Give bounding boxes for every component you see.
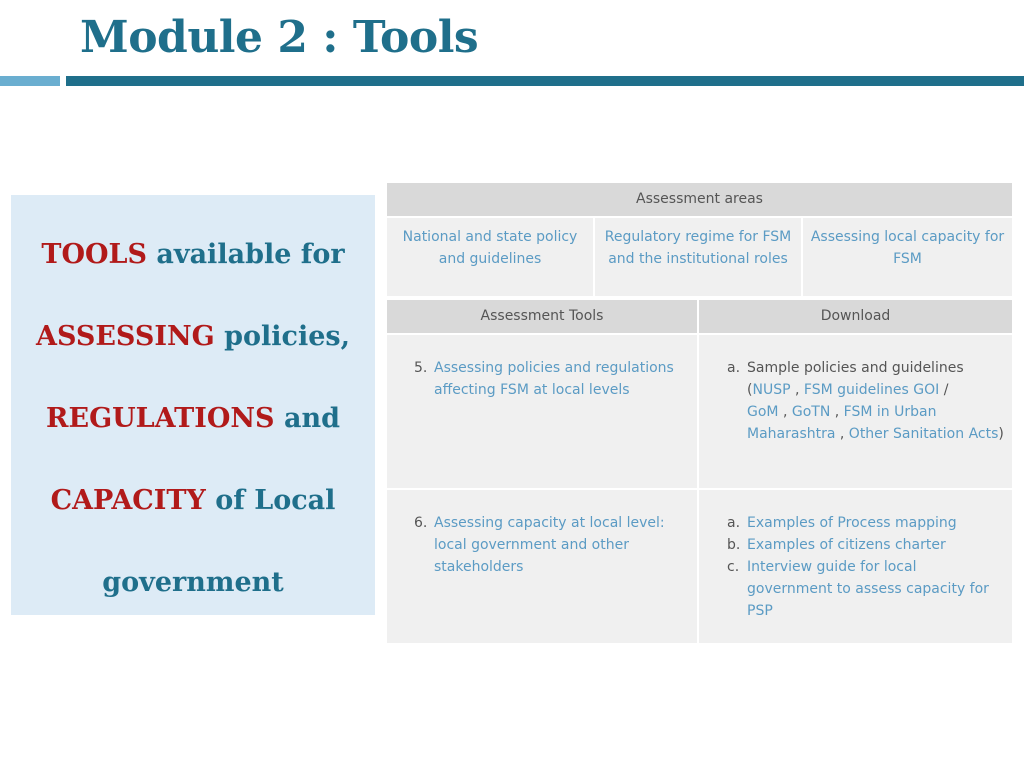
download-lead-text: Sample policies and guidelines <box>747 360 964 376</box>
gom-link[interactable]: GoM <box>747 404 779 420</box>
tools-text: government <box>102 567 284 598</box>
paren-open: ( <box>747 382 753 398</box>
tools-text: available for <box>146 239 345 270</box>
tool-cell <box>387 335 697 488</box>
tools-line <box>11 567 375 598</box>
download-marker: a. <box>727 515 741 531</box>
tools-line <box>11 485 375 516</box>
tool-item[interactable] <box>414 512 691 578</box>
tools-keyword: TOOLS <box>41 239 147 270</box>
assessment-areas-header: Assessment areas <box>387 183 1012 216</box>
tools-line <box>11 321 375 352</box>
tool-item[interactable] <box>414 357 691 401</box>
tools-text: of Local <box>205 485 336 516</box>
tools-line <box>11 239 375 270</box>
download-marker: c. <box>727 559 740 575</box>
assessment-tools-header: Assessment Tools <box>387 300 697 333</box>
tool-link[interactable]: Assessing capacity at local level: local government and other stakeholders <box>434 515 665 575</box>
tool-marker: 6. <box>414 515 428 531</box>
paren-close: ) <box>998 426 1004 442</box>
tool-link[interactable]: Assessing policies and regulations affecting FSM at local levels <box>434 360 674 398</box>
download-item[interactable] <box>727 534 1004 556</box>
tools-keyword: ASSESSING <box>36 321 215 352</box>
tools-text: and <box>274 403 340 434</box>
tools-text: policies, <box>214 321 350 352</box>
tools-line <box>11 403 375 434</box>
fsm-urban-maharashtra-link[interactable]: FSM in Urban Maharashtra <box>747 404 937 442</box>
fsm-guidelines-goi-link[interactable]: FSM guidelines GOI <box>803 382 940 398</box>
download-item[interactable] <box>727 556 1004 622</box>
download-cell <box>699 490 1012 643</box>
tool-marker: 5. <box>414 360 428 376</box>
title-rule-accent <box>0 76 60 86</box>
download-link[interactable]: Examples of Process mapping <box>747 515 957 531</box>
download-marker: a. <box>727 360 741 376</box>
download-header: Download <box>699 300 1012 333</box>
assessment-area-link[interactable]: Regulatory regime for FSM and the institutional roles <box>595 218 801 296</box>
other-sanitation-acts-link[interactable]: Other Sanitation Acts <box>848 426 999 442</box>
title-rule <box>66 76 1024 86</box>
download-link[interactable]: Examples of citizens charter <box>747 537 946 553</box>
tools-keyword: CAPACITY <box>50 485 206 516</box>
tool-cell <box>387 490 697 643</box>
tools-keyword: REGULATIONS <box>46 403 275 434</box>
nusp-link[interactable]: NUSP <box>752 382 791 398</box>
download-item[interactable] <box>727 512 1004 534</box>
assessment-area-link[interactable]: National and state policy and guidelines <box>387 218 593 296</box>
assessment-areas-table <box>387 183 1012 298</box>
gotn-link[interactable]: GoTN <box>791 404 831 420</box>
tools-summary-box <box>11 195 375 615</box>
download-item: a. Sample policies and guidelines (NUSP , FSM guidelines GOI / GoM , GoTN , FSM in Urban Maharashtra , Other Sanitation Acts) <box>727 357 1004 445</box>
download-link[interactable]: Interview guide for local government to assess capacity for PSP <box>747 559 989 619</box>
slide-title: Module 2 : Tools <box>80 12 479 63</box>
assessment-area-link[interactable]: Assessing local capacity for FSM <box>803 218 1012 296</box>
assessment-tools-table <box>387 300 1012 643</box>
download-marker: b. <box>727 537 741 553</box>
download-cell <box>699 335 1012 488</box>
